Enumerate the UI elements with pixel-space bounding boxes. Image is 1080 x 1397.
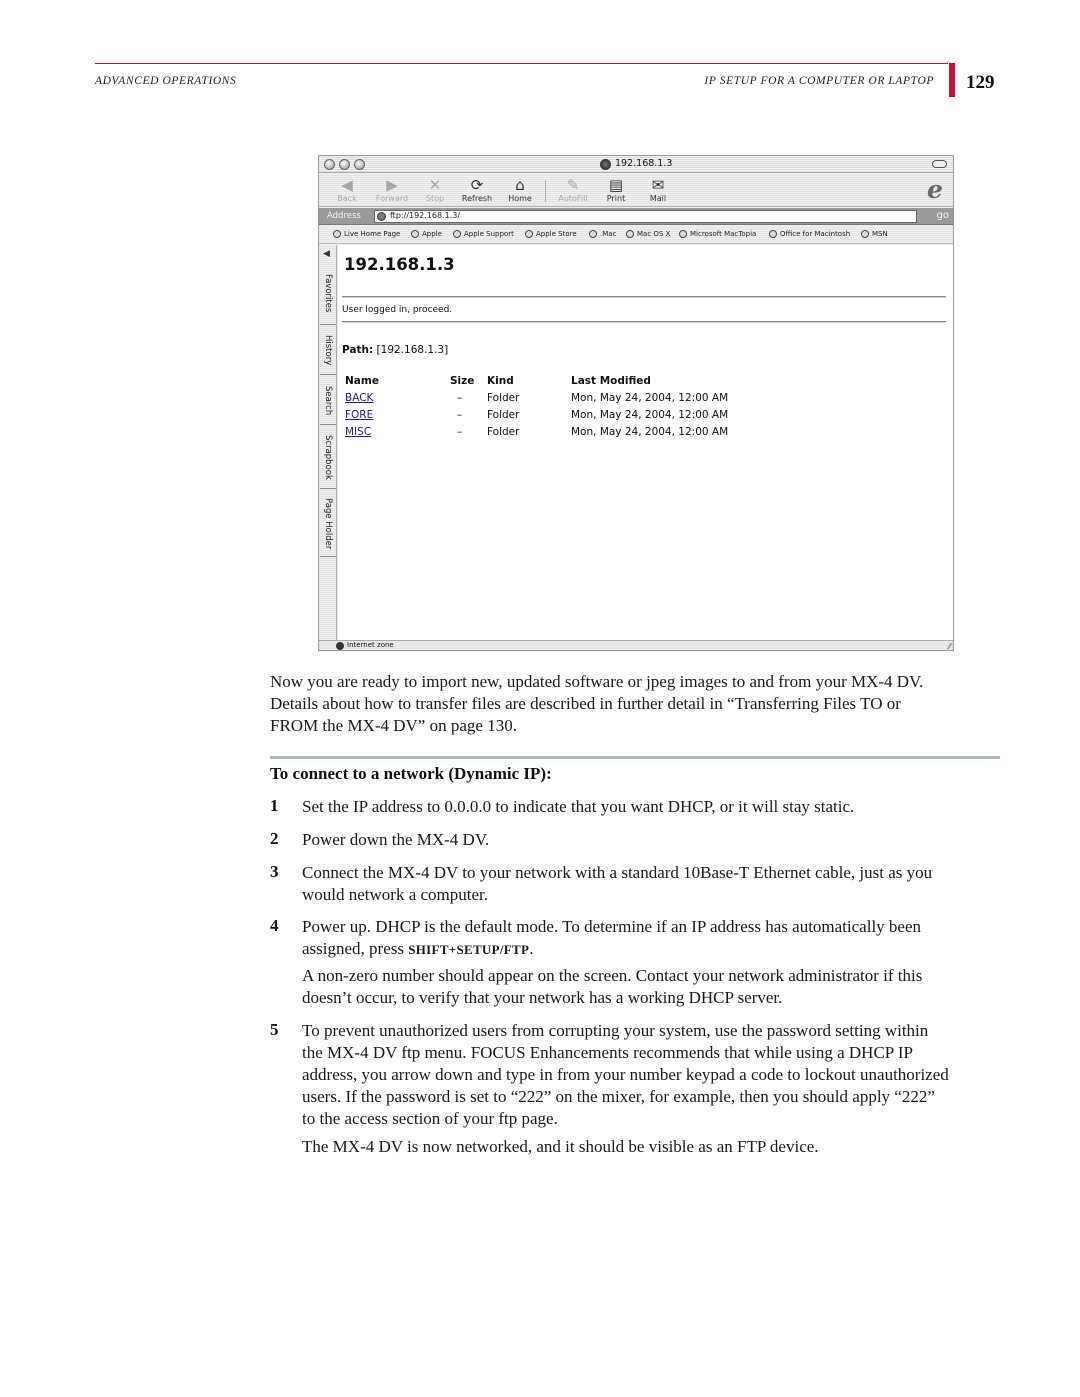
section-rule xyxy=(270,756,1000,759)
tab-favorites[interactable]: Favorites xyxy=(320,263,336,325)
stop-icon: ✕ xyxy=(428,176,442,194)
favorite-icon xyxy=(769,230,777,238)
step-text: Connect the MX-4 DV to your network with a standard 10Base-T Ethernet cable, just as you xyxy=(302,863,933,882)
toolbar-toggle-icon[interactable] xyxy=(932,160,947,168)
file-modified: Mon, May 24, 2004, 12:00 AM xyxy=(571,426,729,438)
favorite-icon xyxy=(453,230,461,238)
step-number: 1 xyxy=(270,796,279,815)
file-kind: Folder xyxy=(487,409,520,421)
favorites-bar xyxy=(319,226,953,244)
print-button[interactable]: ▤ Print xyxy=(594,176,638,206)
chapter-title: ADVANCED OPERATIONS xyxy=(95,75,237,87)
favorite-icon xyxy=(679,230,687,238)
favorite-link[interactable]: Office for Macintosh xyxy=(769,230,850,238)
step-number: 3 xyxy=(270,862,279,881)
login-status: User logged in, proceed. xyxy=(342,305,453,315)
resize-grip-icon[interactable]: ⁄⁄ xyxy=(948,642,951,651)
page-number: 129 xyxy=(966,72,995,93)
step-text: users. If the password is set to “222” on the mixer, for example, then you should apply “222” xyxy=(302,1087,935,1106)
file-kind: Folder xyxy=(487,392,520,404)
address-label: Address xyxy=(327,211,361,221)
divider xyxy=(342,296,946,298)
favorite-icon xyxy=(411,230,419,238)
file-modified: Mon, May 24, 2004, 12:00 AM xyxy=(571,409,729,421)
collapse-arrow-icon[interactable]: ◀ xyxy=(323,249,330,259)
favorite-link[interactable]: Mac OS X xyxy=(626,230,670,238)
favorite-icon xyxy=(333,230,341,238)
refresh-icon: ⟳ xyxy=(470,176,484,194)
file-kind: Folder xyxy=(487,426,520,438)
step-text: the MX-4 DV ftp menu. FOCUS Enhancements recommends that while using a DHCP IP xyxy=(302,1043,913,1062)
step-note: doesn’t occur, to verify that your network has a working DHCP server. xyxy=(302,988,783,1007)
step-note: A non-zero number should appear on the screen. Contact your network administrator if this xyxy=(302,966,923,985)
window-titlebar xyxy=(319,156,953,173)
folder-link-fore[interactable]: FORE xyxy=(345,409,374,421)
intro-line: Details about how to transfer files are described in further detail in “Transferring Files TO or xyxy=(270,694,901,713)
browser-toolbar xyxy=(319,174,953,207)
favorite-icon xyxy=(861,230,869,238)
forward-button[interactable]: ▶ Forward xyxy=(370,176,414,206)
tab-page-holder[interactable]: Page Holder xyxy=(320,491,336,557)
section-title: IP SETUP FOR A COMPUTER OR LAPTOP xyxy=(704,75,934,87)
favorite-link[interactable]: Microsoft MacTopia xyxy=(679,230,756,238)
stop-button[interactable]: ✕ Stop xyxy=(413,176,457,206)
step-text: Set the IP address to 0.0.0.0 to indicate that you want DHCP, or it will stay static. xyxy=(302,797,855,816)
back-button[interactable]: ◀ Back xyxy=(325,176,369,206)
intro-line: FROM the MX-4 DV” on page 130. xyxy=(270,716,517,735)
column-header-kind[interactable]: Kind xyxy=(487,375,514,387)
step-number: 5 xyxy=(270,1020,279,1039)
step-text: would network a computer. xyxy=(302,885,489,904)
explorer-bar-tabs xyxy=(319,245,337,640)
key-sequence: SHIFT+SETUP/FTP xyxy=(408,942,530,957)
close-window-icon[interactable] xyxy=(324,159,335,170)
toolbar-separator xyxy=(545,180,546,202)
file-size: – xyxy=(457,392,463,404)
browser-screenshot xyxy=(318,155,954,651)
step-number: 2 xyxy=(270,829,279,848)
favorite-link[interactable]: Live Home Page xyxy=(333,230,400,238)
globe-icon xyxy=(600,159,611,170)
autofill-icon: ✎ xyxy=(566,176,580,194)
window-title: 192.168.1.3 xyxy=(615,158,673,169)
file-size: – xyxy=(457,426,463,438)
internet-zone-label: Internet zone xyxy=(347,641,394,649)
refresh-button[interactable]: ⟳ Refresh xyxy=(455,176,499,206)
header-rule xyxy=(95,63,948,64)
favorite-icon xyxy=(589,230,597,238)
folder-link-back[interactable]: BACK xyxy=(345,392,374,404)
column-header-size[interactable]: Size xyxy=(450,375,475,387)
closing-text: The MX-4 DV is now networked, and it should be visible as an FTP device. xyxy=(302,1137,819,1156)
column-header-name[interactable]: Name xyxy=(345,375,379,387)
column-header-last-modified[interactable]: Last Modified xyxy=(571,375,651,387)
internet-explorer-logo-icon: e xyxy=(927,175,943,204)
step-text: to the access section of your ftp page. xyxy=(302,1109,558,1128)
favorite-icon xyxy=(525,230,533,238)
file-size: – xyxy=(457,409,463,421)
forward-arrow-icon: ▶ xyxy=(386,176,398,194)
section-heading: To connect to a network (Dynamic IP): xyxy=(270,764,552,783)
favorite-link[interactable]: MSN xyxy=(861,230,888,238)
intro-line: Now you are ready to import new, updated software or jpeg images to and from your MX-4 DV. xyxy=(270,672,924,691)
home-icon: ⌂ xyxy=(515,176,525,194)
favorite-icon xyxy=(626,230,634,238)
minimize-window-icon[interactable] xyxy=(339,159,350,170)
step-text: Power down the MX-4 DV. xyxy=(302,830,490,849)
path-line: Path: [192.168.1.3] xyxy=(342,344,449,356)
step-text: address, you arrow down and type in from your number keypad a code to lockout unauthorized xyxy=(302,1065,949,1084)
page-content xyxy=(338,245,953,640)
address-input[interactable] xyxy=(374,210,917,223)
back-arrow-icon: ◀ xyxy=(341,176,353,194)
header-tab-marker xyxy=(949,63,955,97)
divider xyxy=(342,321,946,323)
favorite-link[interactable]: Apple xyxy=(411,230,442,238)
tab-history[interactable]: History xyxy=(320,327,336,375)
internet-zone-icon xyxy=(336,642,344,650)
address-value: ftp://192.168.1.3/ xyxy=(390,211,461,220)
mail-icon: ✉ xyxy=(651,176,665,194)
step-number: 4 xyxy=(270,916,279,935)
tab-scrapbook[interactable]: Scrapbook xyxy=(320,427,336,489)
folder-link-misc[interactable]: MISC xyxy=(345,426,372,438)
address-bar xyxy=(319,208,953,225)
tab-search[interactable]: Search xyxy=(320,377,336,425)
favorite-link[interactable]: Apple Support xyxy=(453,230,514,238)
step-text: To prevent unauthorized users from corrupting your system, use the password setting within xyxy=(302,1021,929,1040)
step-text: assigned, press SHIFT+SETUP/FTP. xyxy=(302,939,534,958)
favorite-link[interactable]: Apple Store xyxy=(525,230,577,238)
step-text: Power up. DHCP is the default mode. To determine if an IP address has automatically been xyxy=(302,917,922,936)
mail-button[interactable]: ✉ Mail xyxy=(636,176,680,206)
print-icon: ▤ xyxy=(608,176,624,194)
go-button[interactable]: go xyxy=(936,210,949,221)
autofill-button[interactable]: ✎ AutoFill xyxy=(551,176,595,206)
file-modified: Mon, May 24, 2004, 12:00 AM xyxy=(571,392,729,404)
page-title: 192.168.1.3 xyxy=(344,255,455,274)
ftp-site-icon xyxy=(377,212,386,221)
home-button[interactable]: ⌂ Home xyxy=(498,176,542,206)
favorite-link[interactable]: .Mac xyxy=(589,230,616,238)
browser-statusbar xyxy=(319,640,953,651)
zoom-window-icon[interactable] xyxy=(354,159,365,170)
